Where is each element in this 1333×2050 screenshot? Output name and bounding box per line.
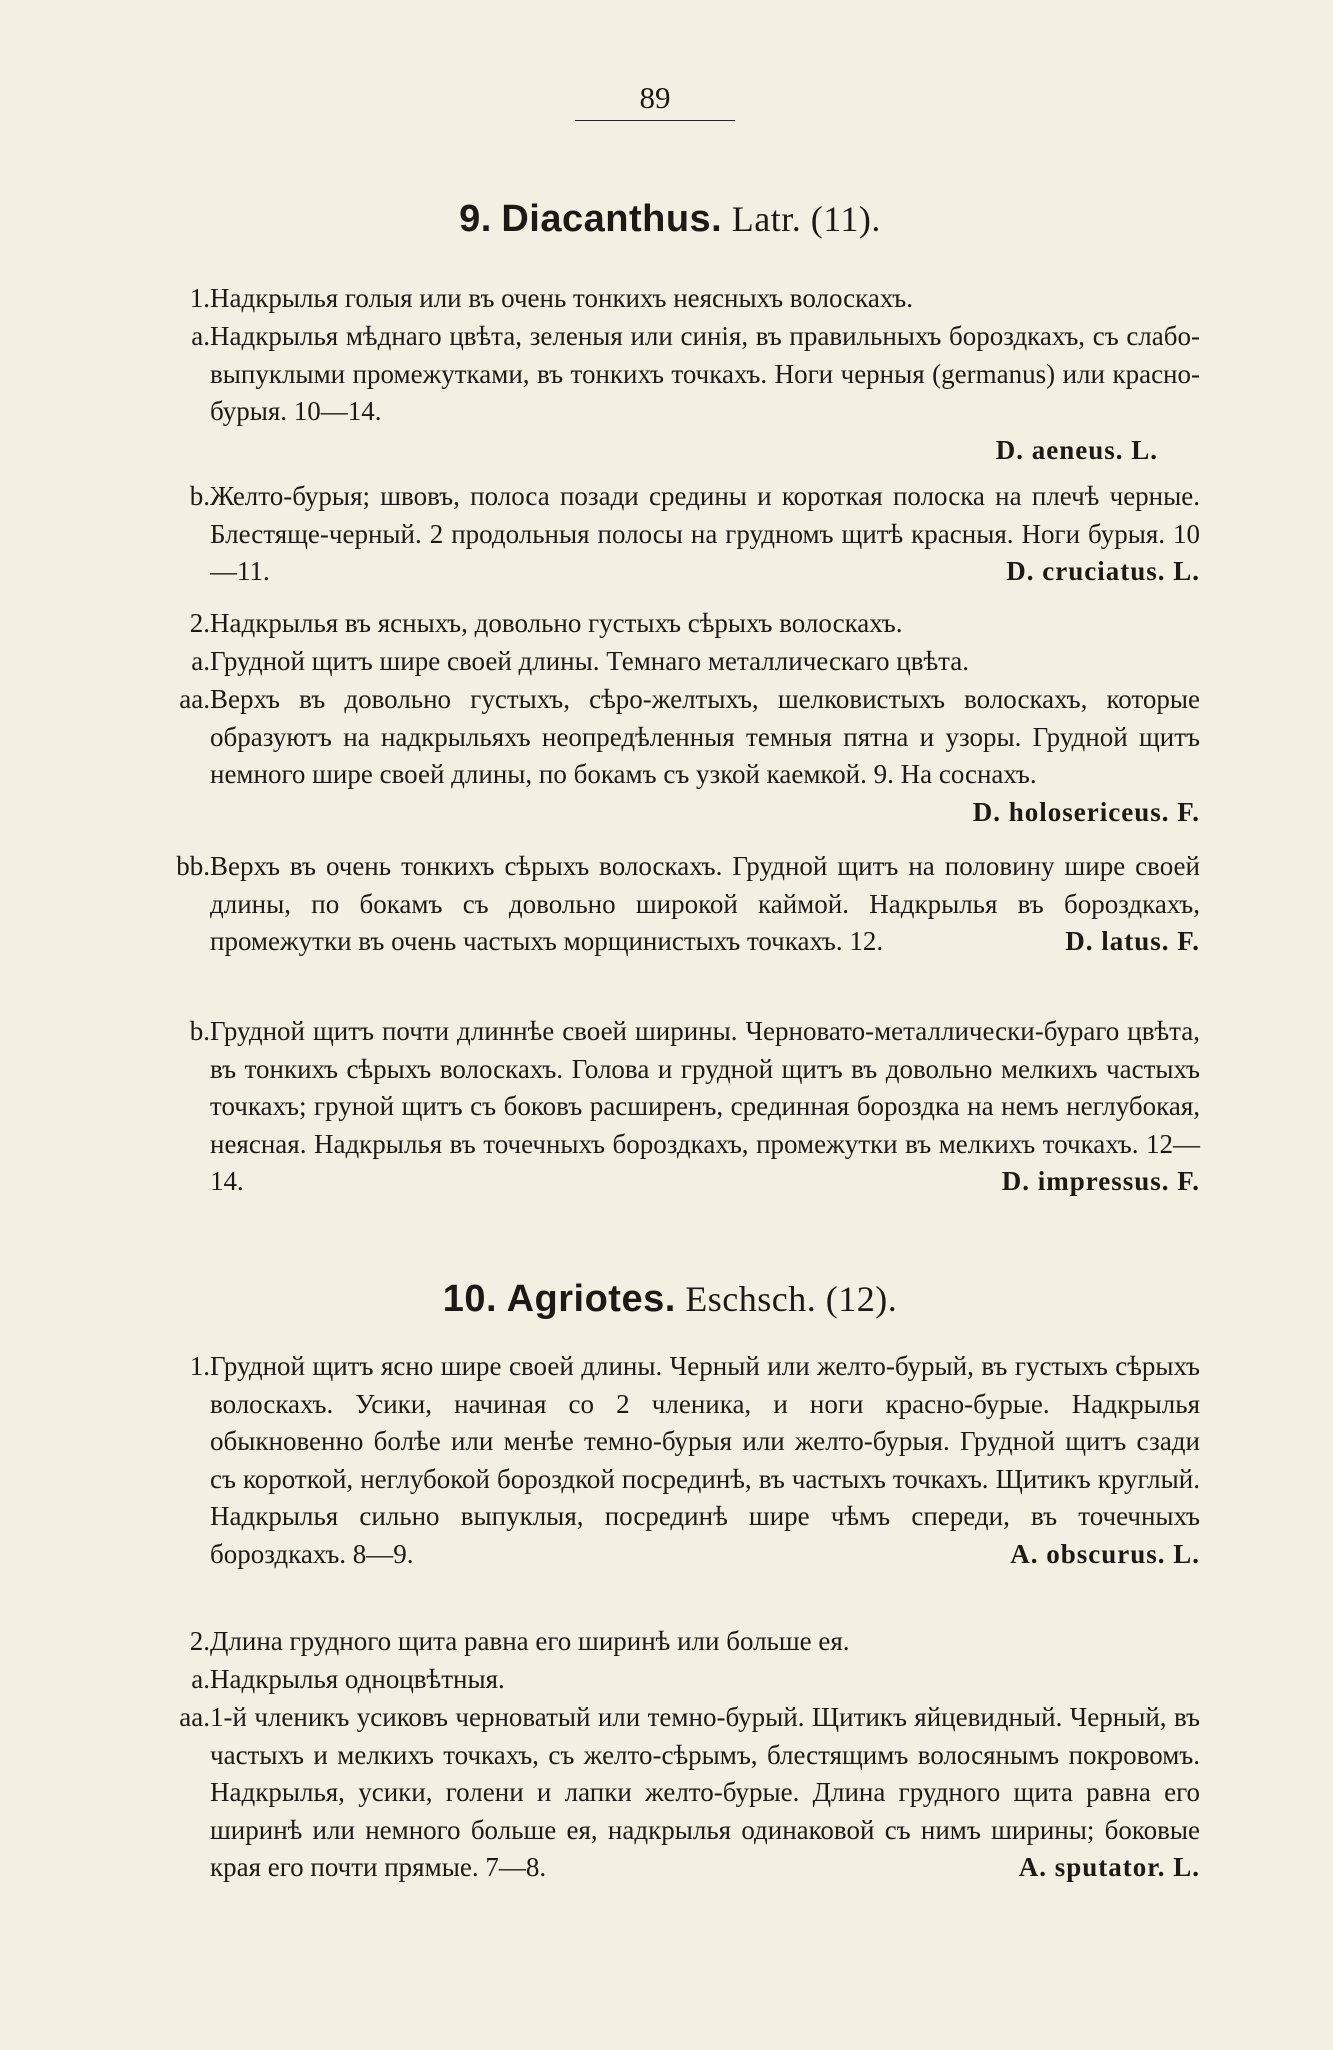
- section-number: 10.: [442, 1278, 498, 1320]
- species-name: D. holosericeus. F.: [972, 796, 1200, 827]
- entry-text: Грудной щитъ ясно шире своей длины. Черный или желто-бурый, въ густыхъ сѣрыхъ волоскахъ. Усики, начиная со 2 членика, и ноги красно-бурые. Надкрылья обыкновенно болѣе или менѣе темно-бурыя или желто-бурыя. Грудной щитъ сзади съ короткой, неглубокой бороздкой посрединѣ, въ частыхъ точкахъ. Щитикъ круглый. Надкрылья сильно выпуклыя, посрединѣ шире чѣмъ спереди, въ точечныхъ бороздкахъ. 8—9.: [210, 1351, 1200, 1569]
- key-entry: [150, 1661, 1200, 1699]
- entry-marker: a.: [191, 1664, 210, 1694]
- entry-text: 1-й членикъ усиковъ черноватый или темно-бурый. Щитикъ яйцевидный. Черный, въ частыхъ и мелкихъ точкахъ, съ желто-сѣрымъ, блестящимъ волосянымъ покровомъ. Надкрылья, усики, голени и лапки желто-бурые. Длина грудного щита равна его ширинѣ или немного больше ея, надкрылья одинаковой съ нимъ ширины; боковые края его почти прямые. 7—8.: [210, 1702, 1200, 1882]
- key-entry: [150, 1013, 1200, 1201]
- entry-marker: 1.: [189, 1351, 210, 1381]
- genus-author: Eschsch.: [685, 1279, 817, 1319]
- entry-text: Желто-бурыя; швовъ, полоса позади средины и короткая полоска на плечѣ черные. Блестяще-черный. 2 продольныя полосы на грудномъ щитѣ красныя. Ноги бурыя. 10—11.: [210, 481, 1200, 586]
- key-entry: [150, 478, 1200, 591]
- entry-marker: aa.: [179, 684, 210, 714]
- key-entry: [150, 1348, 1200, 1573]
- key-entry: [150, 605, 1200, 643]
- entry-text: Грудной щитъ почти длиннѣе своей ширины. Черновато-металлически-бураго цвѣта, въ тонкихъ сѣрыхъ волоскахъ. Голова и грудной щитъ въ довольно мелкихъ частыхъ точкахъ; груной щитъ съ боковъ расширенъ, срединная бороздка на немъ неглубокая, неясная. Надкрылья въ точечныхъ бороздкахъ, промежутки въ мелкихъ точкахъ. 12—14.: [210, 1016, 1200, 1196]
- entry-marker: a.: [191, 321, 210, 351]
- section-title-agriotes: [150, 1278, 1190, 1321]
- entry-text: Надкрылья мѣднаго цвѣта, зеленыя или синія, въ правильныхъ бороздкахъ, съ слабо-выпуклыми промежутками, въ тонкихъ точкахъ. Ноги черныя (germanus) или красно-бурыя. 10—14.: [210, 321, 1200, 426]
- genus-name: Agriotes.: [506, 1278, 676, 1320]
- key-entry: [150, 318, 1200, 431]
- key-entry: [150, 1699, 1200, 1887]
- species-name: D. impressus. F.: [1001, 1166, 1200, 1196]
- entry-text: Длина грудного щита равна его ширинѣ или больше ея.: [210, 1626, 850, 1656]
- species-name: A. obscurus. L.: [1010, 1538, 1200, 1569]
- page-number: 89: [575, 80, 735, 121]
- species-name: D. latus. F.: [1065, 926, 1200, 956]
- species-name: D. aeneus. L.: [995, 435, 1158, 465]
- species-count: (11).: [810, 199, 881, 239]
- entry-marker: b.: [189, 1016, 210, 1046]
- entry-marker: b.: [189, 481, 210, 511]
- entry-marker: 2.: [189, 608, 210, 638]
- entry-text: Верхъ въ очень тонкихъ сѣрыхъ волоскахъ. Грудной щитъ на половину шире своей длины, по бокамъ съ довольно широкой каймой. Надкрылья въ бороздкахъ, промежутки въ очень частыхъ морщинистыхъ точкахъ. 12.: [210, 851, 1200, 956]
- entry-text: Верхъ въ довольно густыхъ, сѣро-желтыхъ, шелковистыхъ волоскахъ, которые образуютъ на надкрыльяхъ неопредѣленныя темныя пятна и узоры. Грудной щитъ немного шире своей длины, по бокамъ съ узкой каемкой. 9. На соснахъ.: [210, 684, 1200, 789]
- entry-marker: a.: [191, 646, 210, 676]
- species-name: A. sputator. L.: [1018, 1852, 1200, 1882]
- entry-marker: 1.: [189, 283, 210, 313]
- entry-marker: bb.: [176, 851, 210, 881]
- section-number: 9.: [459, 198, 492, 240]
- key-entry: [150, 280, 1200, 318]
- section-title-diacanthus: [150, 198, 1190, 241]
- species-name: D. cruciatus. L.: [1006, 556, 1200, 586]
- entry-text: Надкрылья голыя или въ очень тонкихъ неясныхъ волоскахъ.: [210, 283, 914, 313]
- key-entry: [150, 848, 1200, 961]
- entry-marker: aa.: [179, 1702, 210, 1732]
- key-entry: [150, 643, 1200, 681]
- species-count: (12).: [825, 1279, 898, 1319]
- entry-text: Надкрылья одноцвѣтныя.: [210, 1664, 505, 1694]
- entry-text: Надкрылья въ ясныхъ, довольно густыхъ сѣрыхъ волоскахъ.: [210, 608, 903, 638]
- entry-marker: 2.: [189, 1626, 210, 1656]
- key-entry: [150, 1623, 1200, 1661]
- key-entry: [150, 681, 1200, 831]
- entry-text: Грудной щитъ шире своей длины. Темнаго металлическаго цвѣта.: [210, 646, 969, 676]
- genus-author: Latr.: [731, 199, 802, 239]
- genus-name: Diacanthus.: [501, 198, 723, 240]
